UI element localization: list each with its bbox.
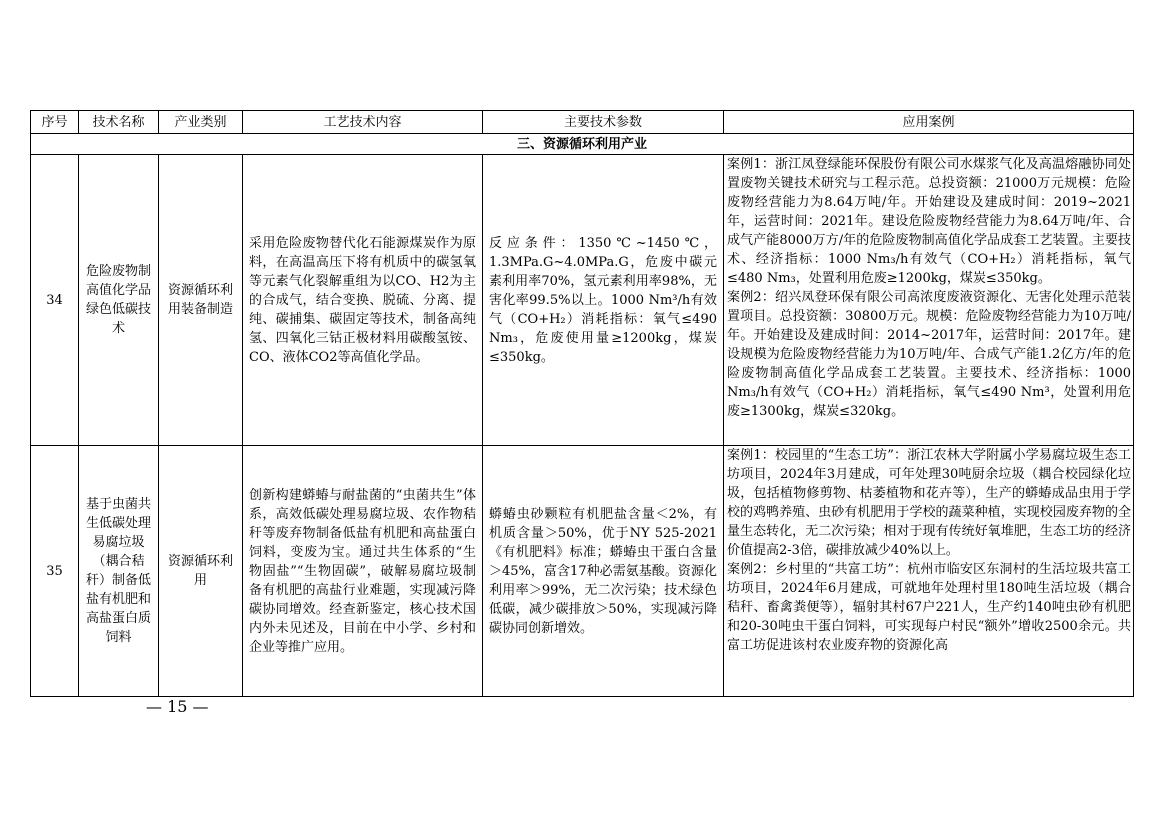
industry-category: 资源循环利用装备制造 — [159, 155, 243, 446]
technology-table — [30, 110, 1134, 697]
table-row — [31, 446, 1134, 697]
technology-name: 基于虫菌共生低碳处理易腐垃圾（耦合秸秆）制备低盐有机肥和高盐蛋白质饲料 — [79, 446, 159, 697]
header-cases: 应用案例 — [724, 111, 1134, 134]
header-params: 主要技术参数 — [483, 111, 724, 134]
process-content: 采用危险废物替代化石能源煤炭作为原料，在高温高压下将有机质中的碳氢氧等元素气化裂解重组为以CO、H2为主的合成气，结合变换、脱硫、分离、提纯、碳捕集、碳固定等技术，制备高纯氢、四氧化三钴正极材料用碳酸氢铵、CO、液体CO2等高值化学品。 — [243, 155, 483, 446]
case-paragraph: 案例1：校园里的“生态工坊”：浙江农林大学附属小学易腐垃圾生态工坊项目，2024年3月建成，可年处理30吨厨余垃圾（耦合校园绿化垃圾，包括植物修剪物、枯萎植物和花卉等），生产的蟒蝽成品虫用于学校的鸡鸭养殖、虫砂有机肥用于学校的蔬菜种植，实现校园废弃物的全量生态转化，无二次污染；相对于现有传统好氧堆肥，生态工坊的经济价值提高2-3倍，碳排放减少40%以上。 — [727, 448, 1131, 558]
case-paragraph: 案例2：乡村里的“共富工坊”：杭州市临安区东洞村的生活垃圾共富工坊项目，2024年6月建成，可就地年处理村里180吨生活垃圾（耦合秸秆、畜禽粪便等），辐射其村67户221人，生产约140吨虫砂有机肥和20-30吨虫干蛋白饲料，可实现每户村民“额外”增收2500余元。共富工坊促进该村农业废弃物的资源化高 — [727, 562, 1131, 653]
row-number: 35 — [31, 446, 79, 697]
row-number: 34 — [31, 155, 79, 446]
header-row — [31, 111, 1134, 134]
technology-name: 危险废物制高值化学品绿色低碳技术 — [79, 155, 159, 446]
technical-parameters: 反应条件：1350℃~1450℃，1.3MPa.G~4.0MPa.G，危废中碳元素利用率70%，氢元素利用率98%，无害化率99.5%以上。1000 Nm³/h有效气（CO+H₂）消耗指标：氧气≤490 Nm₃，危废使用量≥1200kg，煤炭≤350kg。 — [483, 155, 724, 446]
case-paragraph: 案例1：浙江凤登绿能环保股份有限公司水煤浆气化及高温熔融协同处置废物关键技术研究与工程示范。总投资额：21000万元规模：危险废物经营能力为8.64万吨/年。开始建设及建成时间：2019~2021年，运营时间：2021年。建设危险废物经营能力为8.64万吨/年、合成气产能8000万方/年的危险废物制高值化学品成套工艺装置。主要技术、经济指标：1000 Nm₃/h有效气（CO+H₂）消耗指标，氧气≤480 Nm₃，处置利用危废≥1200kg，煤炭≤350kg。 — [727, 157, 1131, 286]
header-no: 序号 — [31, 111, 79, 134]
section-row — [31, 134, 1134, 155]
process-content: 创新构建蟒蝽与耐盐菌的“虫菌共生”体系，高效低碳处理易腐垃圾、农作物秸秆等废弃物制备低盐有机肥和高盐蛋白饲料，变废为宝。通过共生体系的“生物固盐”“生物固碳”，破解易腐垃圾制备有机肥的高盐行业难题，实现减污降碳协同增效。经查新鉴定，核心技术国内外未见述及，目前在中小学、乡村和企业等推广应用。 — [243, 446, 483, 697]
header-name: 技术名称 — [79, 111, 159, 134]
application-cases — [724, 155, 1134, 446]
section-title: 三、资源循环利用产业 — [31, 134, 1134, 155]
header-industry: 产业类别 — [159, 111, 243, 134]
industry-category: 资源循环利用 — [159, 446, 243, 697]
application-cases — [724, 446, 1134, 697]
technical-parameters: 蟒蝽虫砂颗粒有机肥盐含量＜2%，有机质含量＞50%，优于NY 525-2021《有机肥料》标准；蟒蝽虫干蛋白含量＞45%，富含17种必需氨基酸。资源化利用率＞99%，无二次污染；技术绿色低碳，减少碳排放＞50%，实现减污降碳协同创新增效。 — [483, 446, 724, 697]
case-paragraph: 案例2：绍兴凤登环保有限公司高浓度废液资源化、无害化处理示范装置项目。总投资额：30800万元。规模：危险废物经营能力为10万吨/年。开始建设及建成时间：2014~2017年，运营时间：2017年。建设规模为危险废物经营能力为10万吨/年、合成气产能1.2亿方/年的危险废物制高值化学品成套工艺装置。主要技术、经济指标：1000 Nm₃/h有效气（CO+H₂）消耗指标，氧气≤490 Nm³，处置利用危废≥1300kg，煤炭≤320kg。 — [727, 290, 1131, 419]
table-row — [31, 155, 1134, 446]
document-page — [30, 110, 1133, 697]
header-process: 工艺技术内容 — [243, 111, 483, 134]
page-number: — 15 — — [146, 697, 209, 716]
